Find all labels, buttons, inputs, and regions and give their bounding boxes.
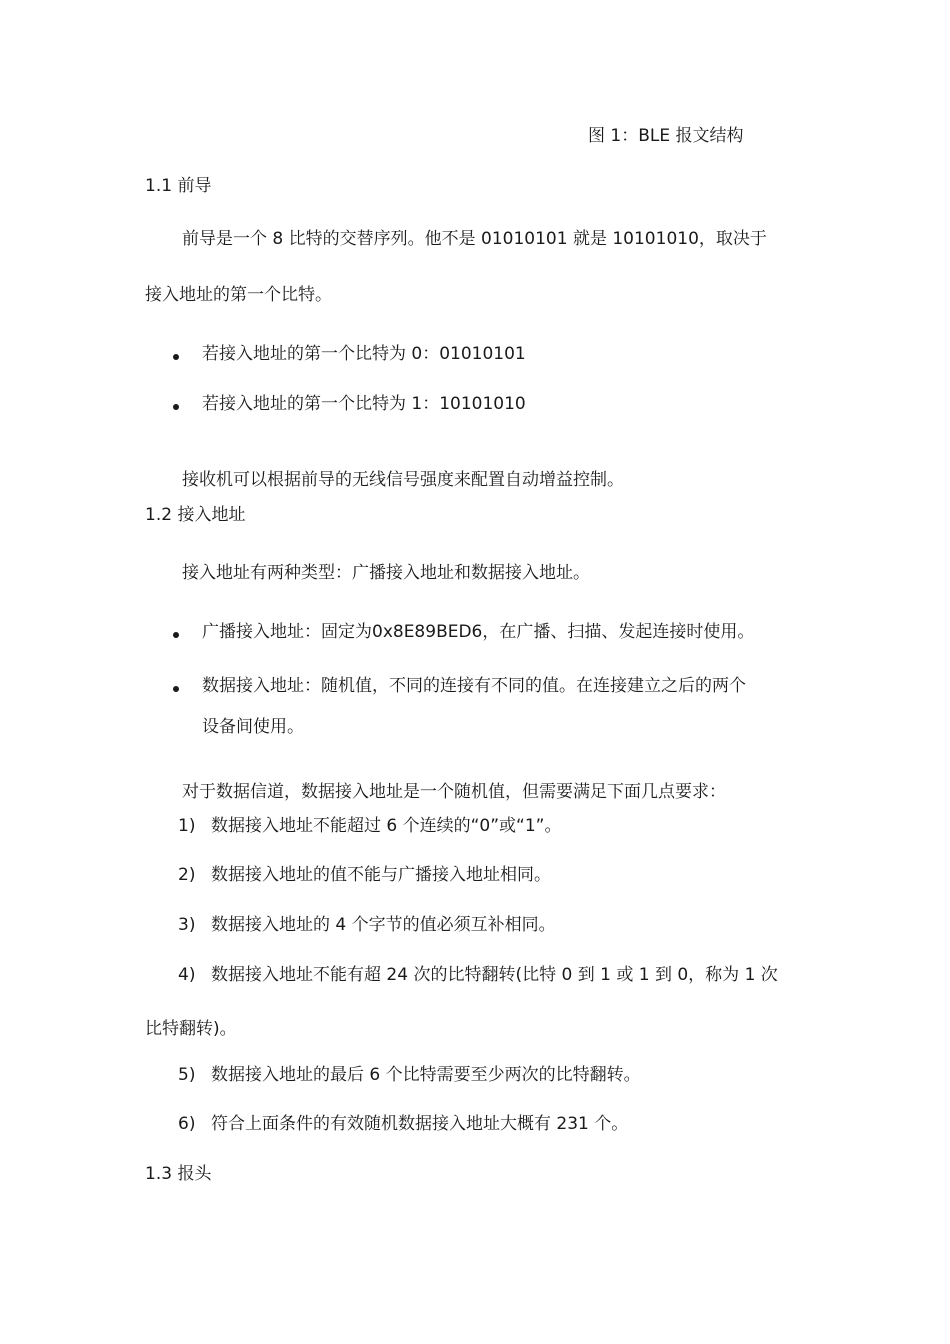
paragraph-access-address-types: 接入地址有两种类型：广播接入地址和数据接入地址。 <box>182 563 590 583</box>
bullet-icon <box>173 404 179 410</box>
paragraph-requirements-intro: 对于数据信道，数据接入地址是一个随机值，但需要满足下面几点要求： <box>182 782 726 802</box>
bullet-item-continuation: 设备间使用。 <box>202 717 304 737</box>
list-item: 数据接入地址的最后 6 个比特需要至少两次的比特翻转。 <box>211 1065 641 1085</box>
list-item: 数据接入地址的值不能与广播接入地址相同。 <box>211 865 551 885</box>
bullet-item: 若接入地址的第一个比特为 1：10101010 <box>202 394 526 414</box>
bullet-item: 广播接入地址：固定为0x8E89BED6，在广播、扫描、发起连接时使用。 <box>202 622 755 642</box>
list-item-number: 4) <box>178 965 196 985</box>
paragraph-agc: 接收机可以根据前导的无线信号强度来配置自动增益控制。 <box>182 470 624 490</box>
section-heading-header: 1.3 报头 <box>145 1164 212 1184</box>
figure-caption: 图 1：BLE 报文结构 <box>588 126 744 146</box>
bullet-icon <box>173 632 179 638</box>
bullet-icon <box>173 354 179 360</box>
bullet-icon <box>173 686 179 692</box>
bullet-item: 数据接入地址：随机值，不同的连接有不同的值。在连接建立之后的两个 <box>202 676 746 696</box>
list-item-number: 5) <box>178 1065 196 1085</box>
list-item-number: 3) <box>178 915 196 935</box>
paragraph-preamble-line1: 前导是一个 8 比特的交替序列。他不是 01010101 就是 10101010，取决于 <box>182 229 767 249</box>
list-item-number: 1) <box>178 816 196 836</box>
section-heading-preamble: 1.1 前导 <box>145 176 212 196</box>
section-heading-access-address: 1.2 接入地址 <box>145 505 246 525</box>
list-item-number: 6) <box>178 1114 196 1134</box>
paragraph-preamble-line2: 接入地址的第一个比特。 <box>145 285 332 305</box>
list-item: 数据接入地址的 4 个字节的值必须互补相同。 <box>211 915 556 935</box>
bullet-item: 若接入地址的第一个比特为 0：01010101 <box>202 344 526 364</box>
list-item-number: 2) <box>178 865 196 885</box>
list-item: 符合上面条件的有效随机数据接入地址大概有 231 个。 <box>211 1114 629 1134</box>
list-item: 数据接入地址不能超过 6 个连续的“0”或“1”。 <box>211 816 562 836</box>
list-item: 数据接入地址不能有超 24 次的比特翻转(比特 0 到 1 或 1 到 0，称为 1 次 <box>211 965 778 985</box>
list-item-continuation: 比特翻转)。 <box>145 1019 237 1039</box>
